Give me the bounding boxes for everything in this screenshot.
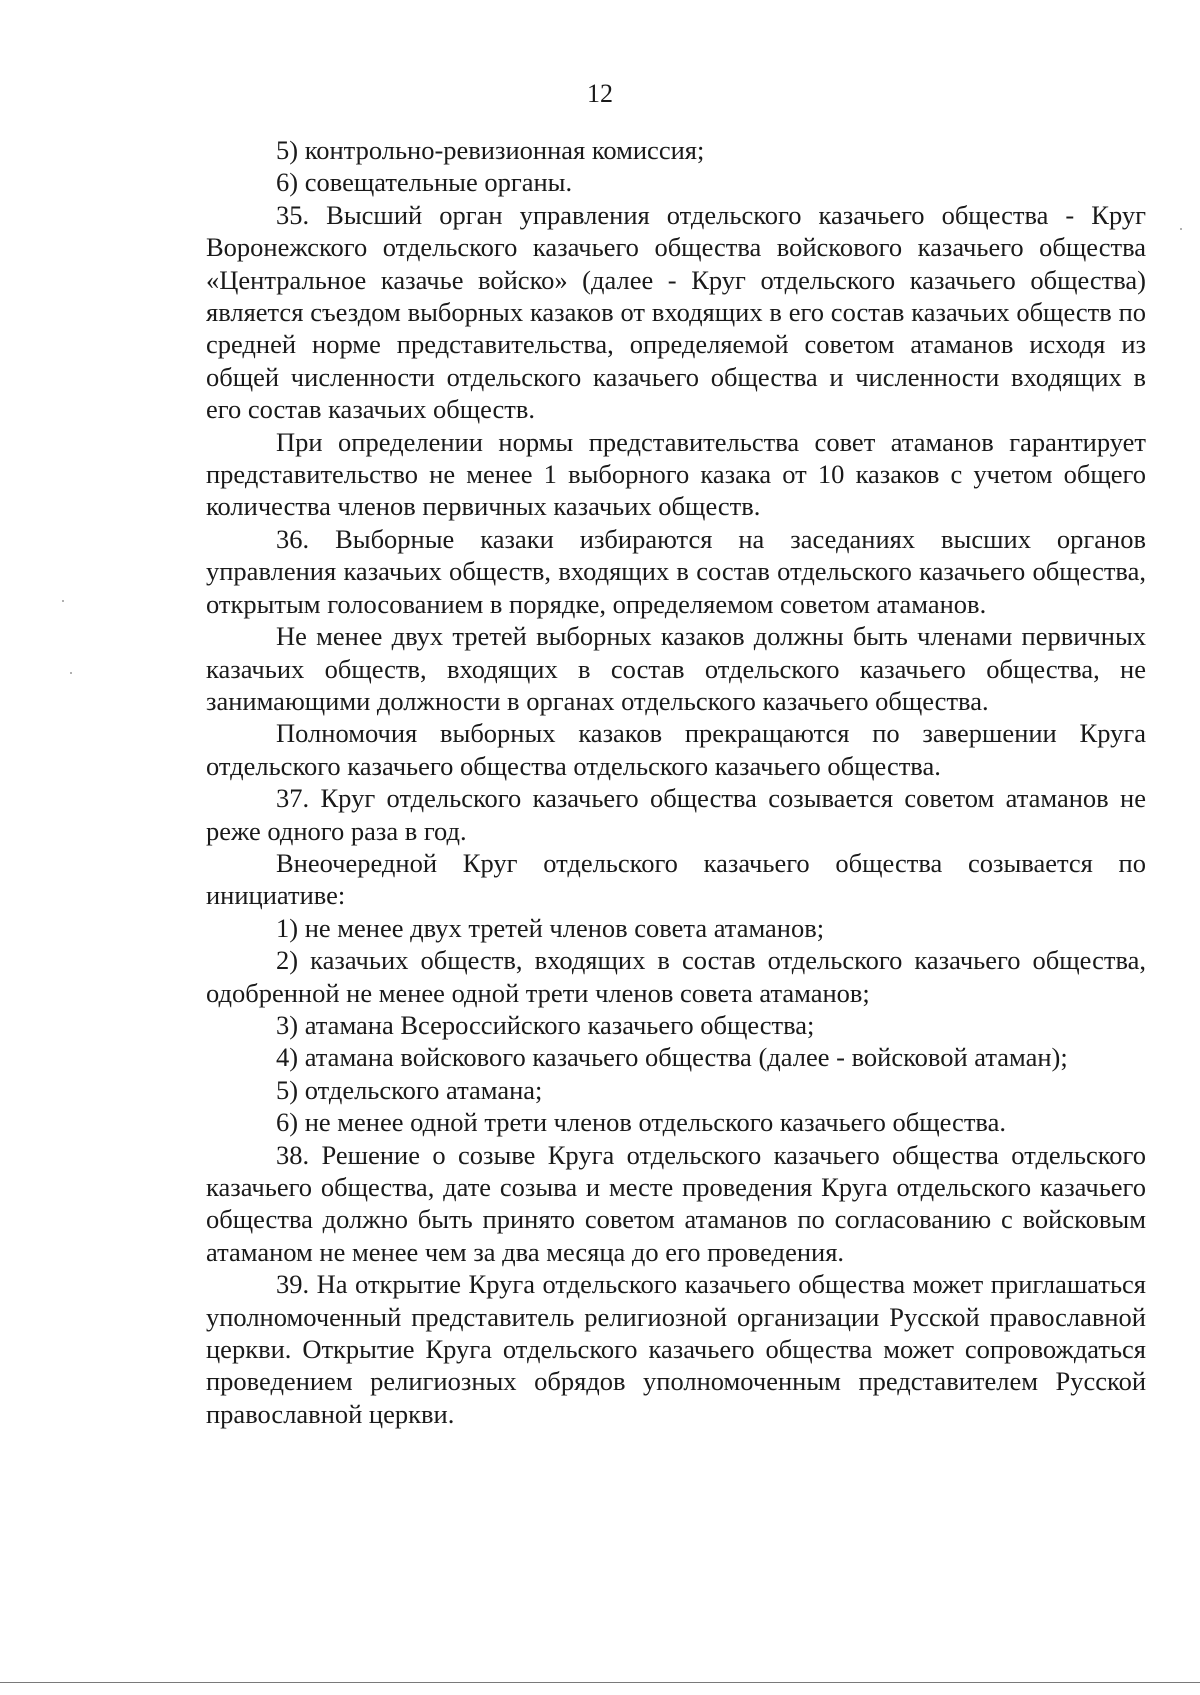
list-item: 6) совещательные органы. bbox=[276, 167, 573, 198]
paragraph: Внеочередной Круг отдельского казачьего общества созывается по инициативе: bbox=[206, 847, 1146, 911]
paragraph-35: 35. Высший орган управления отдельского казачьего общества - Круг Воронежского отдельского казачьего общества войскового казачьего общества «Центральное казачье войско» (далее - Круг отдельского казачьего общества) является съездом выборных казаков от входящих в его состав казачьих обществ по средней норме представительства, определяемой советом атаманов исходя из общей численности отдельского казачьего общества и численности входящих в его состав казачьих обществ. bbox=[206, 199, 1146, 425]
scan-speck bbox=[70, 672, 72, 674]
page-number: 12 bbox=[587, 79, 613, 108]
paragraph: Не менее двух третей выборных казаков должны быть членами первичных казачьих обществ, входящих в состав отдельского казачьего общества, не занимающими должности в органах отдельского казачьего общества. bbox=[206, 621, 1146, 716]
scan-speck bbox=[1180, 228, 1182, 230]
paragraph-37: 37. Круг отдельского казачьего общества созывается советом атаманов не реже одного раза в год. bbox=[206, 783, 1146, 846]
list-item: 1) не менее двух третей членов совета атаманов; bbox=[276, 912, 825, 943]
scan-speck bbox=[62, 600, 64, 602]
paragraph-38: 38. Решение о созыве Круга отдельского казачьего общества отдельского казачьего общества, дате созыва и месте проведения Круга отдельского казачьего общества должно быть принято советом атаманов по согласованию с войсковым атаманом не менее чем за два месяца до его проведения. bbox=[206, 1139, 1146, 1267]
scan-edge-line bbox=[0, 1682, 1200, 1683]
document-body bbox=[206, 134, 1146, 1430]
list-item: 4) атамана войскового казачьего общества (далее - войсковой атаман); bbox=[276, 1042, 1068, 1073]
paragraph-39: 39. На открытие Круга отдельского казачьего общества может приглашаться уполномоченный представитель религиозной организации Русской православной церкви. Открытие Круга отдельского казачьего общества может сопровождаться проведением религиозных обрядов уполномоченным представителем Русской православной церкви. bbox=[206, 1269, 1146, 1429]
list-item: 5) контрольно-ревизионная комиссия; bbox=[276, 135, 705, 165]
paragraph: Полномочия выборных казаков прекращаются по завершении Круга отдельского казачьего общества отдельского казачьего общества. bbox=[206, 718, 1146, 781]
list-item: 3) атамана Всероссийского казачьего общества; bbox=[276, 1009, 815, 1040]
list-item: 5) отдельского атамана; bbox=[276, 1074, 543, 1105]
paragraph-36: 36. Выборные казаки избираются на заседаниях высших органов управления казачьих обществ, входящих в состав отдельского казачьего общества, открытым голосованием в порядке, определяемом советом атаманов. bbox=[206, 523, 1146, 619]
paragraph: При определении нормы представительства совет атаманов гарантирует представительство не менее 1 выборного казака от 10 казаков с учетом общего количества членов первичных казачьих обществ. bbox=[206, 426, 1146, 522]
list-item: 2) казачьих обществ, входящих в состав отдельского казачьего общества, одобренной не менее одной трети членов совета атаманов; bbox=[206, 945, 1146, 1008]
list-item: 6) не менее одной трети членов отдельского казачьего общества. bbox=[276, 1107, 1006, 1138]
